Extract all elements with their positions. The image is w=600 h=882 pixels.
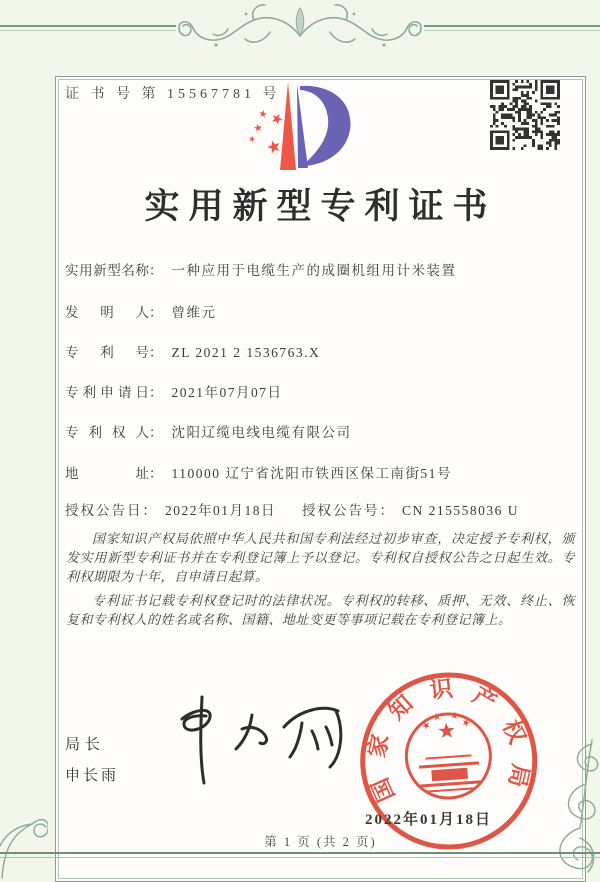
official-seal	[347, 663, 552, 868]
field-colon: ：	[149, 305, 163, 320]
field-value: 一种应用于电缆生产的成圈机组用计米装置	[171, 263, 457, 278]
field-row-address	[65, 462, 452, 482]
page-number: 第 1 页 (共 2 页)	[264, 835, 377, 849]
field-row-patent-no	[65, 341, 320, 361]
field-colon: ：	[149, 425, 163, 440]
grant-date-label: 授权公告日	[65, 503, 143, 518]
field-value: ZL 2021 2 1536763.X	[171, 345, 321, 360]
field-row-inventor	[65, 301, 217, 321]
national-emblem-icon	[403, 709, 493, 801]
grant-no-label: 授权公告号	[302, 503, 380, 518]
cnipa-logo	[236, 78, 364, 188]
commissioner-name: 申长雨	[65, 768, 120, 784]
grant-date-value: 2022年01月18日	[165, 503, 276, 518]
field-row-filing-date	[65, 381, 283, 401]
certificate-title: 实用新型专利证书	[144, 187, 497, 226]
grant-number-pair	[302, 499, 519, 519]
field-label: 专利号	[65, 345, 149, 360]
field-colon: ：	[149, 345, 163, 360]
field-colon: ：	[379, 503, 393, 518]
logo-stars	[248, 109, 284, 154]
field-colon: ：	[142, 503, 156, 518]
logo-p-bowl	[300, 86, 351, 166]
field-value: 110000 辽宁省沈阳市铁西区保工南街51号	[171, 466, 452, 481]
top-border-line-left	[0, 25, 176, 31]
seal-date: 2022年01月18日	[365, 812, 493, 828]
top-border-line-right	[424, 25, 600, 31]
commissioner-title: 局长	[65, 737, 106, 753]
field-label: 发明人	[65, 305, 149, 320]
field-label: 专利申请日	[65, 385, 149, 400]
certificate-page	[55, 76, 586, 882]
field-colon: ：	[149, 385, 163, 400]
top-flourish-ornament	[158, 2, 442, 56]
qr-code	[490, 80, 560, 150]
grant-row	[65, 499, 520, 519]
field-label: 地址	[65, 466, 149, 481]
field-label: 实用新型名称	[65, 263, 149, 278]
field-label: 专利权人	[65, 425, 149, 440]
svg-text:国家知识产权局	[358, 671, 535, 806]
certificate-number: 证 书 号 第 15567781 号	[65, 87, 281, 102]
field-row-name	[65, 259, 457, 279]
signature-handwriting	[144, 685, 362, 803]
logo-purple-spike	[297, 84, 308, 168]
legal-paragraph-1: 国家知识产权局依照中华人民共和国专利法经过初步审查，决定授予专利权，颁发实用新型专利证书并在专利登记簿上予以登记。专利权自授权公告之日起生效。专利权期限为十年，自申请日起算。	[66, 531, 575, 584]
bottom-border-line	[0, 852, 600, 858]
bottom-left-flourish	[0, 776, 48, 880]
legal-text	[66, 529, 575, 634]
field-colon: ：	[149, 263, 163, 278]
field-colon: ：	[149, 466, 163, 481]
field-value: 2021年07月07日	[171, 385, 283, 400]
legal-paragraph-2: 专利证书记载专利权登记时的法律状况。专利权的转移、质押、无效、终止、恢复和专利权人的姓名或名称、国籍、地址变更等事项记载在专利登记簿上。	[66, 593, 575, 627]
logo-red-spike	[280, 82, 296, 170]
field-value: 曾维元	[171, 305, 217, 320]
field-value: 沈阳辽缆电线电缆有限公司	[171, 425, 352, 440]
field-row-patentee	[65, 421, 352, 441]
grant-no-value: CN 215558036 U	[402, 503, 520, 518]
seal-ring-text: 国家知识产权局	[364, 675, 534, 806]
